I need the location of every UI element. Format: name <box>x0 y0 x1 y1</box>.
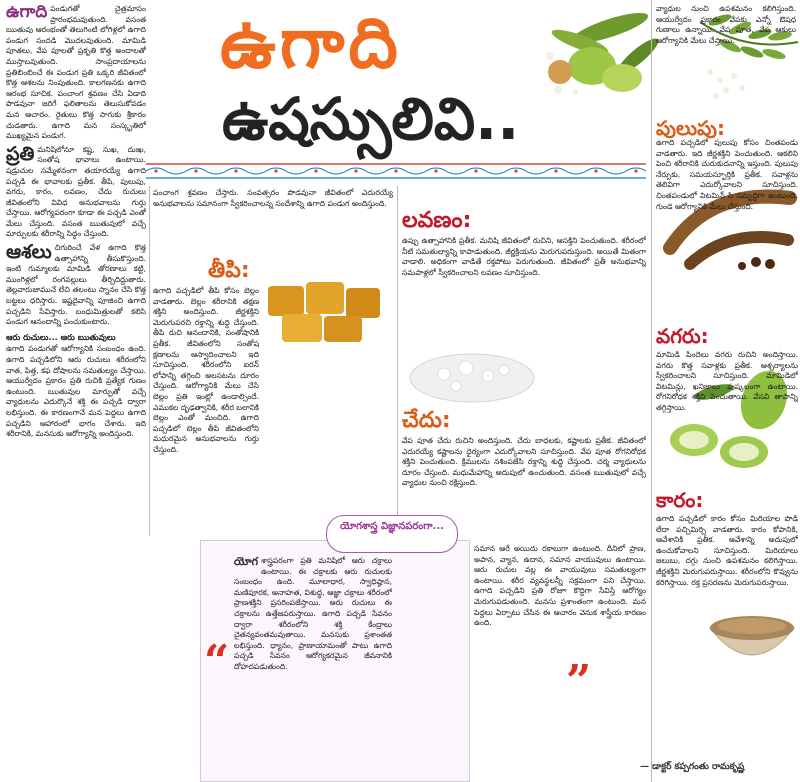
astringent-body <box>656 350 798 478</box>
yoga-lead: యోగ <box>234 556 259 568</box>
paragraph-text: ఉప్పు ఉత్సాహానికి ప్రతీక. మనిషి జీవితంలో రుచిని, ఆసక్తిని పెంచుతుంది. శరీరంలో నీటి సమతుల్యాన్ని కాపాడుతుంది. జీర్ణక్రియను మెరుగుపరుస్తుంది. అయితే మితంగా వాడాలి. అధికంగా వాడితే రక్తపోటు పెరుగుతుంది. జీవితంలో ప్రతీ అనుభవాన్ని సమపాళ్లలో స్వీకరించాలని లవణం సూచిస్తుంది. <box>402 236 646 277</box>
headline-line-1: ఉగాది <box>220 2 402 84</box>
paragraph-text: పండుగతో చైత్రమాసం ప్రారంభమవుతుంది. వసంత ఋతువు ఆరంభంతో తెలుగింటి లోగిళ్లలో ఉగాది పండుగ సందడి మొదలవుతుంది. మామిడి పూతలు, వేప పూలతో ప్రకృతి కొత్త అందాలతో ముస్తాబవుతుంది. సాంప్రదాయాలను ప్రతిబింబించే ఈ పండుగ ప్రతి ఒక్కరి జీవితంలో కొత్త ఆశలను నింపుతుంది. కాలగణనకు ఉగాది ఆరంభ సూచిక. పంచాంగ శ్రవణం చేసి ఏడాది పొడవునా జరిగే ఫలితాలను తెలుసుకోవడం మన ఆచారం. రైతులు కొత్త సాగుకు శ్రీకారం చుడతారు. ఉగాది మన సంస్కృతిలో ముఖ్యమైన పండుగ. <box>6 4 146 141</box>
section-head-sour: పులుపు: <box>656 116 726 140</box>
paragraph-text: ఉగాది పచ్చడిలో కారం కోసం మిరియాల పొడి లేదా పచ్చిమిర్చి వాడతారు. కారం కోపానికి, ఆవేశానికి ప్రతీక. ఆవేశాన్ని అదుపులో ఉంచుకోవాలని సూచిస్తుంది. మిరియాలు జలుబు, దగ్గు నుంచి ఉపశమనం కలిగిస్తాయి. జీర్ణశక్తిని మెరుగుపరుస్తాయి. శరీరంలోని కొవ్వును కరిగిస్తాయి. రక్త ప్రసరణను మెరుగుపరుస్తాయి. <box>656 514 798 587</box>
prati-paragraph <box>6 142 146 240</box>
headline-line-2: ఉషస్సులివి.. <box>222 85 520 153</box>
yoga-bubble: యోగశాస్త్ర విజ్ఞానపరంగా... <box>326 515 458 553</box>
column-rule <box>397 186 398 536</box>
column-rule <box>651 0 652 782</box>
paragraph-text: శాస్త్రపరంగా ప్రతి మనిషిలో ఆరు చక్రాలు ఉంటాయి. ఈ చక్రాలకు ఆరు రుచులకు సంబంధం ఉంది. మూలాధార, స్వాధిష్ఠాన, మణిపూరక, అనాహత, విశుద్ధ, ఆజ్ఞా చక్రాలు శరీరంలో ప్రాణశక్తిని ప్రసరింపజేస్తాయి. ఆరు రుచులు ఈ చక్రాలను ఉత్తేజపరుస్తాయి. ఉగాది పచ్చడి సేవనం ద్వారా శరీరంలోని శక్తి కేంద్రాలు చైతన్యవంతమవుతాయి. మనసుకు ప్రశాంతత లభిస్తుంది. ధ్యానం, ప్రాణాయామంతో పాటు ఉగాది పచ్చడి సేవనం ఆరోగ్యకరమైన జీవనానికి దోహదపడుతుంది. <box>234 556 392 671</box>
paragraph-text: ఉగాది పచ్చడిలో తీపి కోసం బెల్లం వాడతారు. బెల్లం శరీరానికి తక్షణ శక్తిని అందిస్తుంది. జీర్ణశక్తిని మెరుగుపరచి రక్తాన్ని శుద్ధి చేస్తుంది. తీపి రుచి ఆనందానికి, సంతోషానికి ప్రతీక. జీవితంలోని సంతోష క్షణాలను ఆస్వాదించాలని ఇది సూచిస్తుంది. శరీరంలోని ఐరన్ లోపాన్ని తగ్గించి అలసటను దూరం చేస్తుంది. ఆరోగ్యానికి మేలు చేసే బెల్లం ప్రతి ఇంట్లో ఉండాల్సిందే. ఎముకల దృఢత్వానికి, శరీర బలానికి బెల్లం ఎంతో మంచిది. ఉగాది పచ్చడిలో బెల్లం తీపి జీవితంలోని మధురమైన అనుభవాలను గుర్తు చేస్తుంది. <box>153 286 259 454</box>
section-head-bitter: చేదు: <box>402 408 451 433</box>
paragraph-text: వేప పూత చేదు రుచిని అందిస్తుంది. చేదు బాధలకు, కష్టాలకు ప్రతీక. జీవితంలో ఎదురయ్యే కష్టాలను ధైర్యంగా ఎదుర్కోవాలని సూచిస్తుంది. వేప పూత రోగనిరోధక శక్తిని పెంచుతుంది. క్రిములను నశింపజేసి రక్తాన్ని శుద్ధి చేస్తుంది. చర్మ వ్యాధులను దూరం చేస్తుంది. మధుమేహాన్ని అదుపులో ఉంచుతుంది. వసంత ఋతువులో వచ్చే వ్యాధుల నుంచి రక్షిస్తుంది. <box>402 436 646 488</box>
sour-body <box>656 138 798 320</box>
spicy-body <box>656 514 798 756</box>
drop-cap-prati: ప్రతి <box>6 142 35 165</box>
yoga-column-left <box>234 556 392 778</box>
open-quote-icon: “ <box>204 636 230 687</box>
paragraph-text: మనిషిలోనూ కష్ట, సుఖ, దుఃఖ, సంతోష భావాలు ఉంటాయి. షడ్రుచుల సమ్మేళనంగా తయారయ్యే ఉగాది పచ్చడి ఈ భావాలకు ప్రతీక. తీపి, పులుపు, వగరు, కారం, లవణం, చేదు రుచులు జీవితంలోని వివిధ అనుభవాలను గుర్తు చేస్తాయి. ఆరోగ్యపరంగా కూడా ఈ పచ్చడి ఎంతో మేలు చేస్తుంది. వసంత ఋతువులో వచ్చే మార్పులకు శరీరాన్ని సిద్ధం చేస్తుంది. <box>6 144 146 239</box>
right-neem-paragraph <box>656 4 796 112</box>
health-paragraph: ఉగాది పండుగతో ఆరోగ్యానికి సంబంధం ఉంది. ఉగాది పచ్చడిలోని ఆరు రుచులు శరీరంలోని వాత, పిత్త, కఫ దోషాలను సమతుల్యం చేస్తాయి. ఆయుర్వేదం ప్రకారం ప్రతి రుచికి ప్రత్యేక గుణం ఉంటుంది. ఋతువుల మార్పుతో వచ్చే వ్యాధులను ఎదుర్కొనే శక్తి ఈ పచ్చడి ద్వారా లభిస్తుంది. ఈ కారణంగానే మన పెద్దలు ఉగాది పచ్చడిని ఆహారంలో భాగం చేశారు. ఇది శరీరానికి, మనసుకు ఆరోగ్యాన్ని అందిస్తుంది. <box>6 344 146 439</box>
salt-illustration <box>404 346 540 406</box>
drop-cap-aasalu: ఆశలు <box>6 241 52 264</box>
paragraph-text: పంచాంగ శ్రవణం చేస్తారు. సంవత్సరం పొడవునా జీవితంలో ఎదురయ్యే అనుభవాలను సమానంగా స్వీకరించాలన్న సందేశాన్ని ఉగాది పండుగ అందిస్తుంది. <box>153 188 393 208</box>
author-byline: — డాక్టర్ కప్పగంతు రామకృష్ణ <box>640 762 745 772</box>
section-head-astringent: వగరు: <box>656 324 709 348</box>
left-column <box>6 4 146 780</box>
decorative-border <box>146 160 646 182</box>
salt-column <box>402 236 646 344</box>
drop-cap-ugadi: ఉగాది <box>6 4 48 22</box>
aasalu-paragraph <box>6 243 146 328</box>
leaves-fruits-illustration <box>520 0 670 100</box>
section-head-sweet: తీపి: <box>208 258 250 283</box>
paragraph-text: ఉగాది పచ్చడిలో పులుపు కోసం చింతపండు వాడతారు. ఇది జీర్ణశక్తిని పెంచుతుంది. ఆకలిని పెంచి శరీరానికి చురుకుదనాన్ని ఇస్తుంది. పులుపు నేర్పుకు, సమయస్ఫూర్తికి ప్రతీక. సవాళ్లను తెలివిగా ఎదుర్కోవాలని సూచిస్తుంది. చింతపండులో విటమిన్ సి సమృద్ధిగా ఉంటుంది. గుండె ఆరోగ్యానికి మేలు చేస్తుంది. <box>656 138 798 211</box>
column-rule <box>149 186 150 536</box>
six-tastes-subhead: ఆరు రుచులు... ఆరు ఋతువులు <box>6 331 116 342</box>
intro-paragraph <box>6 4 146 142</box>
yoga-column-right <box>474 544 646 776</box>
paragraph-text: వ్యాధుల నుంచి ఉపశమనం కలిగిస్తుంది. ఆయుర్వేదం ప్రకారం వేపకు ఎన్నో ఔషధ గుణాలు ఉన్నాయి. వేప పూత, వేప ఆకులు ఆరోగ్యానికి మేలు చేస్తాయి. <box>656 4 796 45</box>
sweet-column <box>153 286 259 536</box>
paragraph-text: సమాన ఆరే అయిదు రకాలుగా ఉంటుంది. దీనిలో ప్రాణ, అపాన, వ్యాన, ఉదాన, సమాన వాయువులు ఉంటాయి. ఆరు రుచుల వల్ల ఈ వాయువులు సమతుల్యంగా ఉంటాయి. శరీర వ్యవస్థలన్నీ సక్రమంగా పని చేస్తాయి. ఉగాది పచ్చడిని ప్రతి రోజూ కొద్దిగా సేవిస్తే ఆరోగ్యం మెరుగుపడుతుంది. మనసు ప్రశాంతంగా ఉంటుంది. మన పెద్దలు ఏర్పాటు చేసిన ఈ ఆచారం వెనుక శాస్త్రీయ కారణం ఉంది. <box>474 544 646 628</box>
paragraph-text: మామిడి పిందెలు వగరు రుచిని అందిస్తాయి. వగరు కొత్త సవాళ్లకు ప్రతీక. ఆశ్చర్యాలను స్వీకరించాలని సూచిస్తుంది. మామిడిలో విటమిన్లు, ఖనిజాలు పుష్కలంగా ఉంటాయి. రోగనిరోధక శక్తిని పెంచుతాయి. వేసవి తాపాన్ని తగ్గిస్తాయి. <box>656 350 798 412</box>
jaggery-illustration <box>262 276 386 346</box>
paragraph-text: చిగురించే వేళ ఉగాది కొత్త ఉత్సాహాన్ని తీసుకొస్తుంది. ఇంటి గుమ్మాలకు మామిడి తోరణాలు కట్టి, ముంగిళ్లలో రంగవల్లులు తీర్చిదిద్దుతారు. తెల్లవారుజామునే లేచి తలంటు స్నానం చేసి కొత్త బట్టలు ధరిస్తారు. ఇష్టదైవాన్ని పూజించి ఉగాది పచ్చడిని సేవిస్తారు. బంధుమిత్రులతో కలిసి పండుగ ఆనందాన్ని పంచుకుంటారు. <box>6 243 146 327</box>
section-head-salt: లవణం: <box>402 208 472 233</box>
section-head-spicy: కారం: <box>656 488 704 512</box>
close-quote-icon: ” <box>566 656 592 707</box>
middle-column <box>153 188 393 268</box>
